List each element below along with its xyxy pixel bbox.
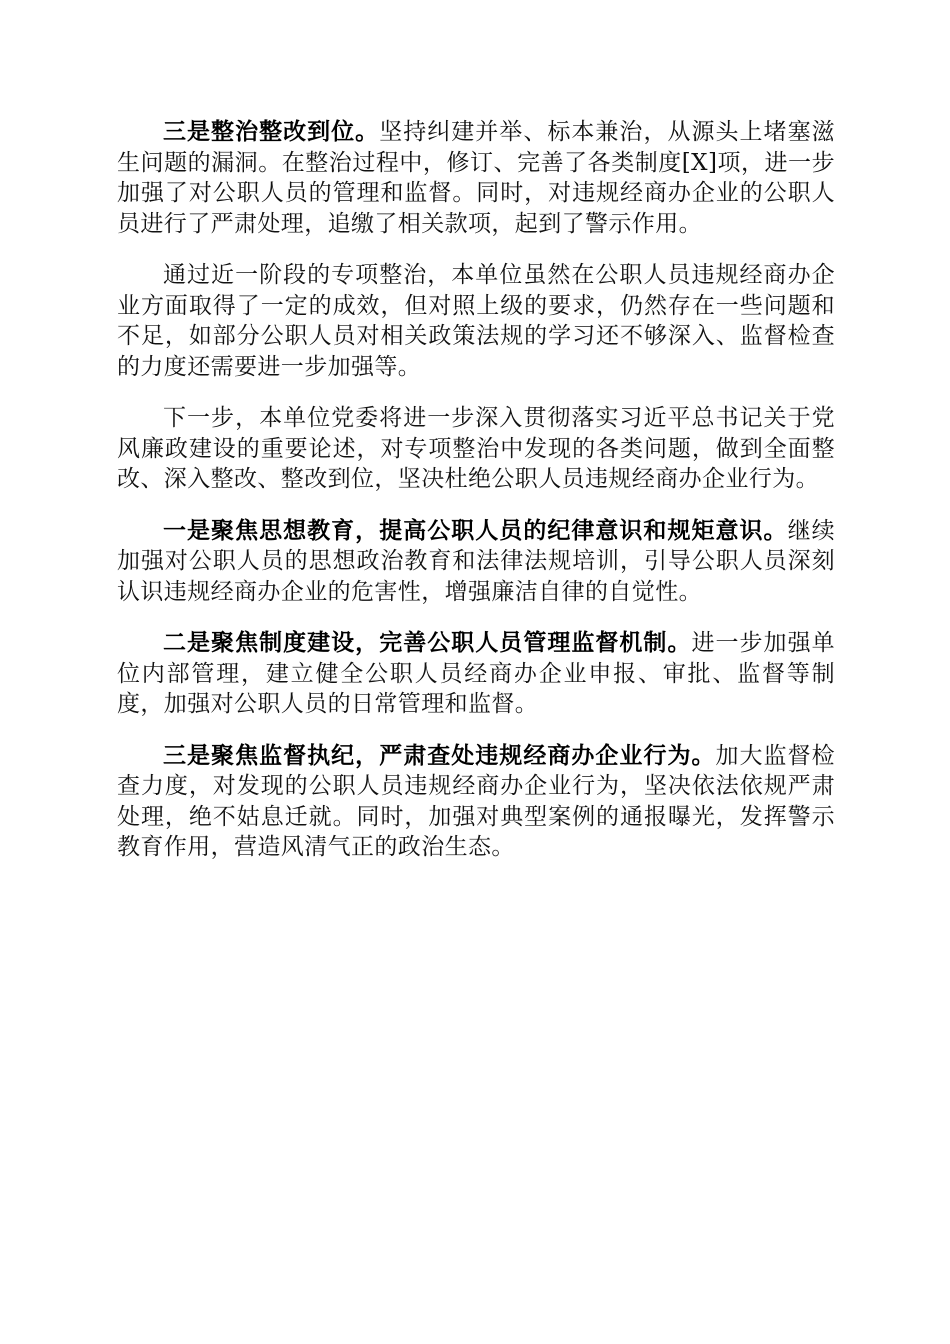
paragraph-text: 下一步，本单位党委将进一步深入贯彻落实习近平总书记关于党风廉政建设的重要论述，对专项整治中发现的各类问题，做到全面整改、深入整改、整改到位，坚决杜绝公职人员违规经商办企业行为。 — [117, 405, 835, 492]
document-body — [117, 117, 835, 884]
paragraph-text: 继续加强对公职人员的思想政治教育和法律法规培训，引导公职人员深刻认识违规经商办企业的危害性，增强廉洁自律的自觉性。 — [117, 517, 835, 605]
paragraph-text: 坚持纠建并举、标本兼治，从源头上堵塞滋生问题的漏洞。在整治过程中，修订、完善了各类制度[X]项，进一步加强了对公职人员的管理和监督。同时，对违规经商办企业的公职人员进行了严肃处理，追缴了相关款项，起到了警示作用。 — [117, 119, 835, 237]
paragraph-summary — [117, 260, 835, 382]
paragraph-text: 进一步加强单位内部管理，建立健全公职人员经商办企业申报、审批、监督等制度，加强对公职人员的日常管理和监督。 — [117, 630, 835, 717]
paragraph-lead: 二是聚焦制度建设，完善公职人员管理监督机制。 — [163, 629, 692, 656]
paragraph-education — [117, 516, 835, 608]
paragraph-lead: 一是聚焦思想教育，提高公职人员的纪律意识和规矩意识。 — [163, 516, 788, 544]
paragraph-text: 通过近一阶段的专项整治，本单位虽然在公职人员违规经商办企业方面取得了一定的成效，但对照上级的要求，仍然存在一些问题和不足，如部分公职人员对相关政策法规的学习还不够深入、监督检查的力度还需要进一步加强等。 — [117, 262, 835, 380]
paragraph-text: 加大监督检查力度，对发现的公职人员违规经商办企业行为，坚决依法依规严肃处理，绝不姑息迁就。同时，加强对典型案例的通报曝光，发挥警示教育作用，营造风清气正的政治生态。 — [117, 742, 836, 860]
paragraph-rectification — [117, 117, 835, 239]
paragraph-supervision — [117, 741, 835, 863]
paragraph-lead: 三是聚焦监督执纪，严肃查处违规经商办企业行为。 — [163, 741, 716, 769]
paragraph-next-step — [117, 403, 835, 495]
paragraph-lead: 三是整治整改到位。 — [163, 118, 380, 145]
paragraph-system-building — [117, 628, 835, 720]
